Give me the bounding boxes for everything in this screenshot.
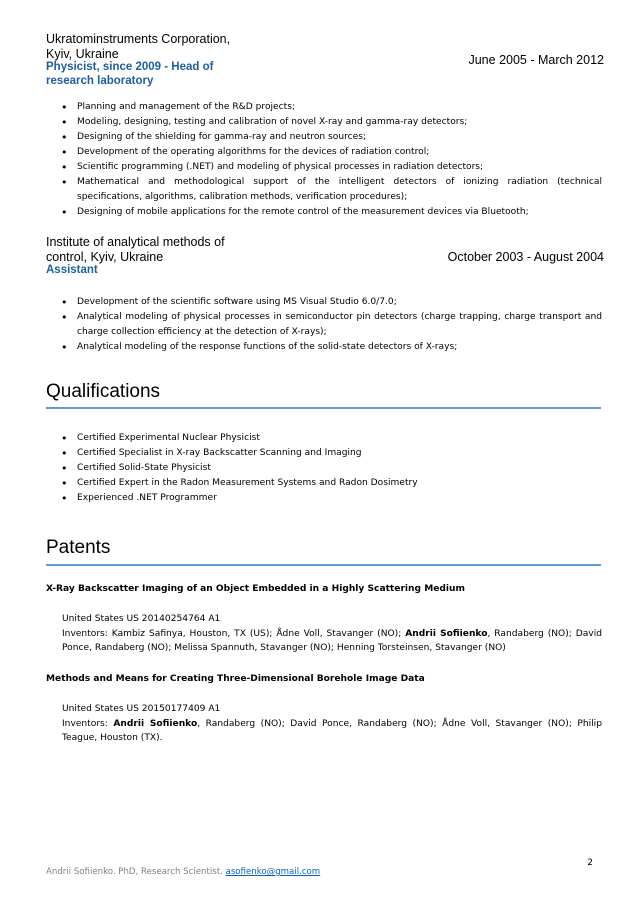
list-item: • Certified Solid-State Physicist	[46, 461, 602, 476]
inventors-text: , Randaberg (NO); David Ponce, Randaberg (NO); Melissa Spannuth, Stavanger (NO); Henning Torsteinsen, Stavanger (NO)	[62, 628, 602, 653]
job-organization	[46, 235, 246, 264]
patent-title: Methods and Means for Creating Three-Dimensional Borehole Image Data	[46, 674, 425, 684]
list-item: • Scientific programming (.NET) and modeling of physical processes in radiation detectors;	[46, 160, 602, 175]
job-dates: June 2005 - March 2012	[468, 53, 604, 67]
inventor-highlight: Andrii Sofiienko	[113, 718, 198, 729]
inventors-text: Inventors: Kambiz Safinya, Houston, TX (US); Ådne Voll, Stavanger (NO);	[62, 628, 406, 639]
list-item: • Certified Specialist in X-ray Backscatter Scanning and Imaging	[46, 446, 602, 461]
job-organization-line: Ukratominstruments Corporation,	[46, 32, 231, 46]
list-item: • Modeling, designing, testing and calibration of novel X-ray and gamma-ray detectors;	[46, 115, 602, 130]
job-role-line: Assistant	[46, 264, 98, 276]
patent-details	[62, 612, 602, 656]
list-item: • Experienced .NET Programmer	[46, 491, 602, 506]
list-item: • Mathematical and methodological support of the intelligent detectors of ionizing radiation (technical specifications, algorithms, calibration methods, verification procedures);	[46, 175, 602, 205]
inventors-text: Inventors:	[62, 718, 114, 729]
list-item: • Development of the scientific software using MS Visual Studio 6.0/7.0;	[46, 295, 602, 310]
inventor-highlight: Andrii Sofiienko	[405, 628, 488, 639]
job-role-line: research laboratory	[46, 74, 154, 87]
job-organization-line: control, Kyiv, Ukraine	[46, 249, 164, 264]
page-number: 2	[587, 858, 593, 868]
job-organization	[46, 32, 246, 61]
job-role	[46, 61, 246, 88]
job-entry-ukratominstruments	[46, 32, 604, 88]
list-item: • Planning and management of the R&D projects;	[46, 100, 602, 115]
list-item: • Certified Experimental Nuclear Physicist	[46, 431, 602, 446]
inventors-text: , Randaberg (NO); David Ponce, Randaberg (NO); Ådne Voll, Stavanger (NO); Philip Teague, Houston (TX).	[62, 718, 602, 743]
footer-text: Andrii Sofiienko. PhD, Research Scientist.	[46, 867, 226, 877]
job-organization-line: Institute of analytical methods of	[46, 235, 225, 249]
job-role	[46, 264, 246, 278]
job-duties-list	[46, 100, 602, 220]
job-organization-line: Kyiv, Ukraine	[46, 46, 119, 61]
list-item: • Analytical modeling of the response functions of the solid-state detectors of X-rays;	[46, 340, 602, 355]
qualifications-list	[46, 431, 602, 506]
section-divider	[46, 564, 601, 566]
patent-number: United States US 20150177409 A1	[62, 704, 221, 714]
patent-number: United States US 20140254764 A1	[62, 614, 221, 624]
email-link[interactable]: asofienko@gmail.com	[225, 867, 321, 877]
patent-details	[62, 702, 602, 746]
patent-inventors	[62, 717, 602, 746]
list-item: • Designing of the shielding for gamma-ray and neutron sources;	[46, 130, 602, 145]
job-entry-institute	[46, 235, 604, 278]
job-dates: October 2003 - August 2004	[447, 250, 604, 264]
patent-title: X-Ray Backscatter Imaging of an Object Embedded in a Highly Scattering Medium	[46, 584, 465, 594]
job-duties-list	[46, 295, 602, 355]
list-item: • Analytical modeling of physical processes in semiconductor pin detectors (charge trapping, charge transport and charge collection efficiency at the detection of X-rays);	[46, 310, 602, 340]
patent-inventors	[62, 627, 602, 656]
section-divider	[46, 407, 601, 409]
job-role-line: Physicist, since 2009 - Head of	[46, 61, 214, 73]
section-title-patents: Patents	[46, 537, 111, 558]
list-item: • Development of the operating algorithms for the devices of radiation control;	[46, 145, 602, 160]
section-title-qualifications: Qualifications	[46, 381, 161, 402]
list-item: • Designing of mobile applications for the remote control of the measurement devices via Bluetooth;	[46, 205, 602, 220]
page-footer	[46, 867, 320, 877]
list-item: • Certified Expert in the Radon Measurement Systems and Radon Dosimetry	[46, 476, 602, 491]
